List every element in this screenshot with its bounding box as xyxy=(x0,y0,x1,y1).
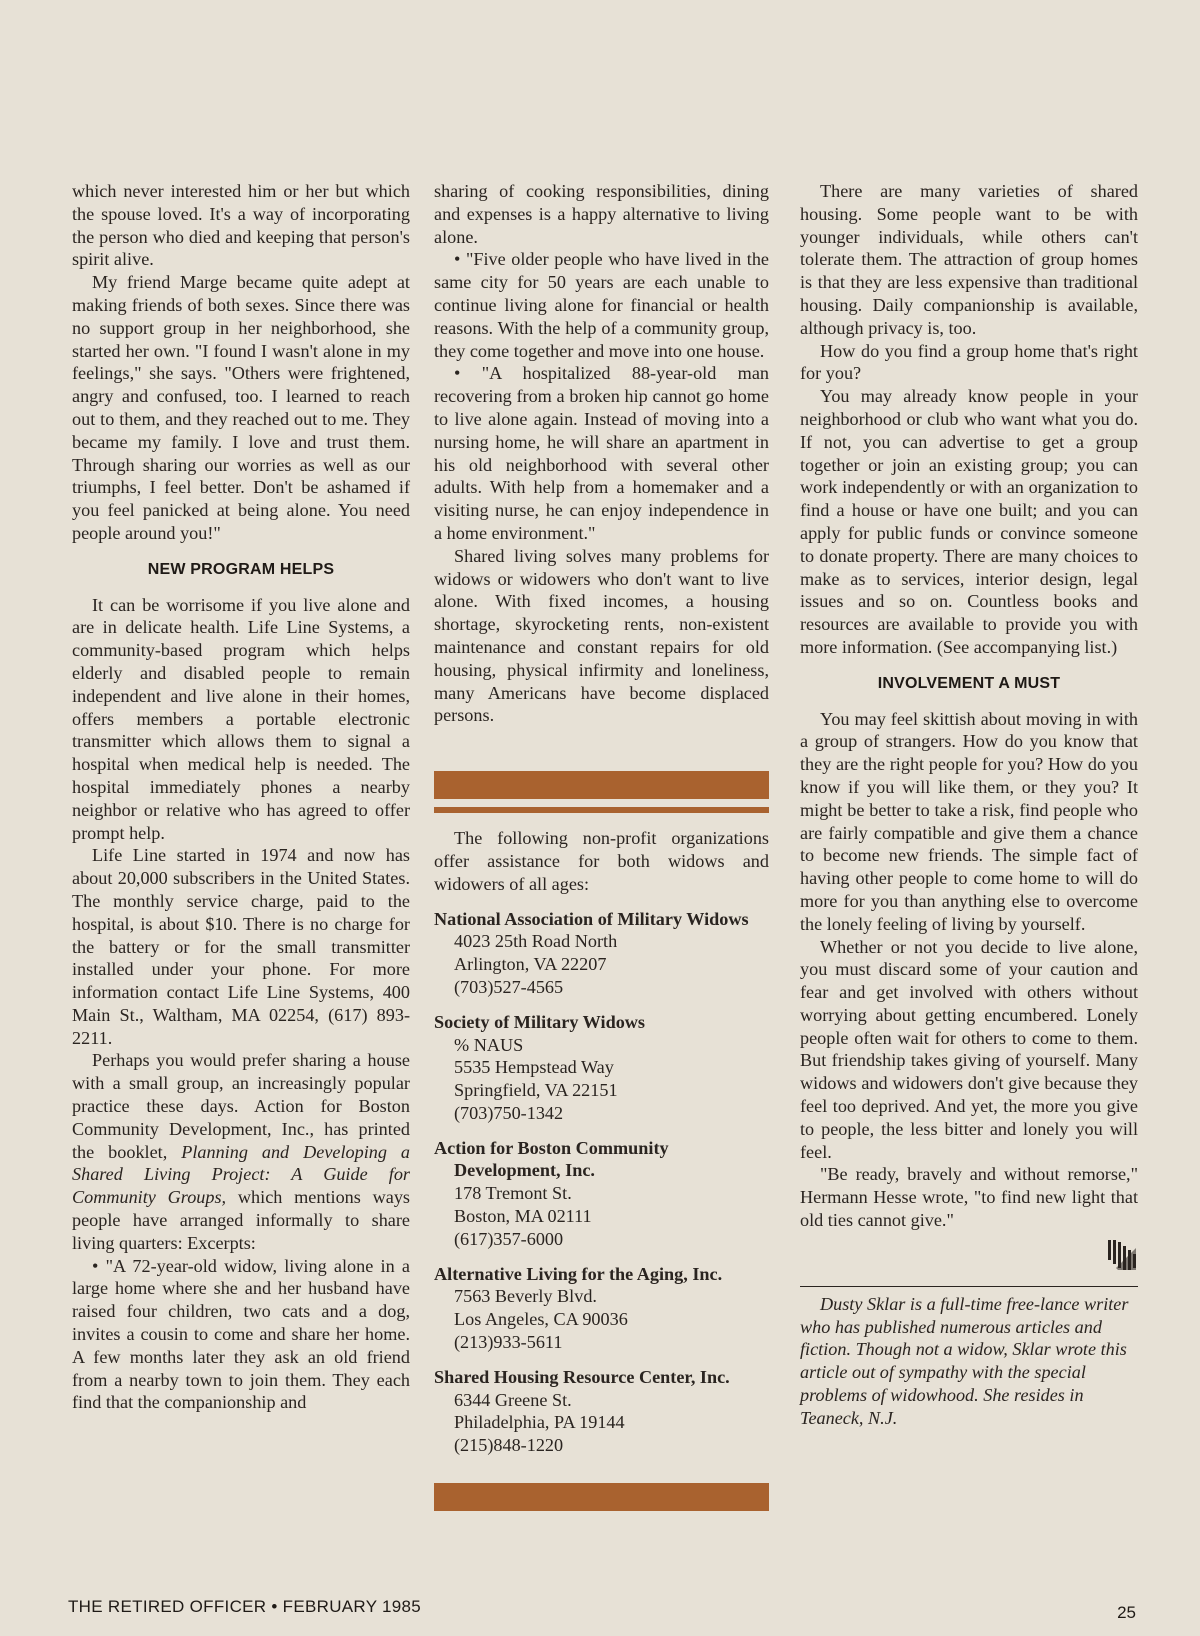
section-heading-new-program-helps: NEW PROGRAM HELPS xyxy=(147,560,335,578)
org-entry xyxy=(434,1011,769,1125)
org-phone: (213)933-5611 xyxy=(454,1332,563,1353)
org-entry xyxy=(434,1137,769,1251)
page-number: 25 xyxy=(1117,1603,1136,1622)
paragraph: You may feel skittish about moving in with a group of strangers. How do you know that they are the right people for you? How do you know if you will like them, or they you? It might be better to take a risk, find people who are fairly compatible and give them a chance to become new friends. The simple fact of having other people to come home to will do more for you than anything else to overcome the lonely feeling of living by yourself. xyxy=(800,708,1138,934)
paragraph: How do you find a group home that's right for you? xyxy=(800,340,1138,384)
org-name: Alternative Living for the Aging, Inc. xyxy=(434,1263,723,1284)
column-1 xyxy=(72,180,410,1414)
paragraph: which never interested him or her but which the spouse loved. It's a way of incorporating the person who died and keeping that person's spirit alive. xyxy=(72,181,410,270)
paragraph: "Be ready, bravely and without remorse," Hermann Hesse wrote, "to find new light that old ties cannot give." xyxy=(800,1164,1138,1231)
paragraph: Shared living solves many problems for widows or widowers who don't want to live alone. With fixed incomes, a housing shortage, skyrocketing rents, non-existent maintenance and constant repairs for old housing, physical infirmity and loneliness, many Americans have become displaced persons. xyxy=(434,545,769,726)
org-address: 6344 Greene St. xyxy=(454,1389,572,1410)
bio-divider xyxy=(800,1286,1138,1287)
magazine-footer: THE RETIRED OFFICER • FEBRUARY 1985 xyxy=(68,1597,422,1616)
org-address: 5535 Hempstead Way xyxy=(454,1057,614,1078)
column-2 xyxy=(434,180,769,1511)
paragraph: You may already know people in your neighborhood or club who want what you do. If not, you can advertise to get a group together or join an existing group; you can work independently or with an organization to find a house or have one built; and you can apply for public funds or convince someone to donate property. There are many choices to make as to services, interior design, legal issues and so on. Countless books and resources are available to provide you with more information. (See accompanying list.) xyxy=(800,386,1138,657)
org-entry xyxy=(434,908,769,999)
paragraph-text: Perhaps you would prefer sharing a house with a small group, an increasingly popular practice these days. Action for Boston Community Development, Inc., has printed the booklet, xyxy=(72,1050,410,1162)
bullet-paragraph: • "A 72-year-old widow, living alone in a large home where she and her husband have raised four children, two cats and a dog, invites a cousin to come and share her home. A few months later they ask an old friend from a nearby town to join them. They each find that the companionship and xyxy=(72,1255,410,1415)
org-name: Action for Boston Community Development, Inc. xyxy=(434,1137,669,1181)
end-mark-svg xyxy=(1106,1238,1138,1272)
org-city: Springfield, VA 22151 xyxy=(454,1080,618,1101)
org-city: Philadelphia, PA 19144 xyxy=(454,1412,625,1433)
org-address: 178 Tremont St. xyxy=(454,1183,572,1204)
paragraph xyxy=(72,1049,410,1254)
org-phone: (617)357-6000 xyxy=(454,1228,564,1249)
paragraph: There are many varieties of shared housing. Some people want to be with younger individuals, while others can't tolerate them. The attraction of group homes is that they are less expensive than traditional housing. Daily companionship is available, although privacy is, too. xyxy=(800,181,1138,338)
bullet-paragraph: • "Five older people who have lived in the same city for 50 years are each unable to continue living alone for financial or health reasons. With the help of a community group, they come together and move into one house. xyxy=(434,248,769,362)
resource-box xyxy=(434,771,769,1511)
end-mark-logo-icon xyxy=(800,1238,1138,1274)
org-phone: (215)848-1220 xyxy=(454,1435,564,1456)
author-bio: Dusty Sklar is a full-time free-lance writer who has published numerous articles and fiction. Though not a widow, Sklar wrote this article out of sympathy with the special problems of widowhood. She resides in Teaneck, N.J. xyxy=(800,1293,1129,1428)
paragraph: Whether or not you decide to live alone, you must discard some of your caution and fear and get involved with others without worrying about getting encumbered. Lonely people often wait for others to come to them. But friendship takes giving of yourself. Many widows and widowers don't give because they feel too deprived. And yet, the more you give to people, the less bitter and lonely you will feel. xyxy=(800,936,1138,1162)
org-name: Society of Military Widows xyxy=(434,1011,645,1032)
org-entry xyxy=(434,1366,769,1457)
org-city: Los Angeles, CA 90036 xyxy=(454,1309,628,1330)
org-address: 4023 25th Road North xyxy=(454,931,618,952)
accent-bar xyxy=(434,771,769,799)
section-heading-involvement-a-must: INVOLVEMENT A MUST xyxy=(877,674,1061,692)
org-phone: (703)527-4565 xyxy=(454,976,564,997)
booklet-title: Planning and Developing a Shared Living Project: A Guide for Community Groups, xyxy=(72,1141,410,1208)
paragraph: Life Line started in 1974 and now has about 20,000 subscribers in the United States. The monthly service charge, paid to the hospital, is about $10. There is no charge for the battery or for the small transmitter installed under your phone. For more information contact Life Line Systems, 400 Main St., Waltham, MA 02254, (617) 893-2211. xyxy=(72,845,410,1048)
resource-intro: The following non-profit organizations offer assistance for both widows and widowers of all ages: xyxy=(434,828,769,894)
column-3 xyxy=(800,180,1138,1430)
paragraph-text: which mentions ways people have arranged informally to share living quarters: Excerpts: xyxy=(72,1187,411,1253)
paragraph: sharing of cooking responsibilities, dining and expenses is a happy alternative to living alone. xyxy=(434,181,769,247)
paragraph: My friend Marge became quite adept at making friends of both sexes. Since there was no support group in her neighborhood, she started her own. "I found I wasn't alone in my feelings," she says. "Others were frightened, angry and confused, too. I learned to reach out to them, and they reached out to me. They became my family. I love and trust them. Through sharing our worries as well as our triumphs, I feel better. Don't be ashamed if you feel panicked at being alone. You need people around you!" xyxy=(72,272,410,543)
org-name: National Association of Military Widows xyxy=(434,908,749,929)
bullet-paragraph: • "A hospitalized 88-year-old man recovering from a broken hip cannot go home to live alone again. Instead of moving into a nursing home, he will share an apartment in his old neighborhood with several other adults. With help from a homemaker and a visiting nurse, he can enjoy independence in a home environment." xyxy=(434,362,769,544)
accent-rule xyxy=(434,807,769,813)
org-entry xyxy=(434,1263,769,1354)
paragraph: It can be worrisome if you live alone and are in delicate health. Life Line Systems, a community-based program which helps elderly and disabled people to remain independent and live alone in their homes, offers members a portable electronic transmitter which allows them to signal a hospital when medical help is needed. The hospital immediately phones a nearby neighbor or relative who has agreed to offer prompt help. xyxy=(72,594,410,843)
org-city: Arlington, VA 22207 xyxy=(454,954,607,975)
accent-bar xyxy=(434,1483,769,1511)
org-phone: (703)750-1342 xyxy=(454,1102,564,1123)
org-name: Shared Housing Resource Center, Inc. xyxy=(434,1366,730,1387)
org-address: 7563 Beverly Blvd. xyxy=(454,1286,597,1307)
org-care-of: % NAUS xyxy=(454,1034,524,1055)
org-city: Boston, MA 02111 xyxy=(454,1206,592,1227)
